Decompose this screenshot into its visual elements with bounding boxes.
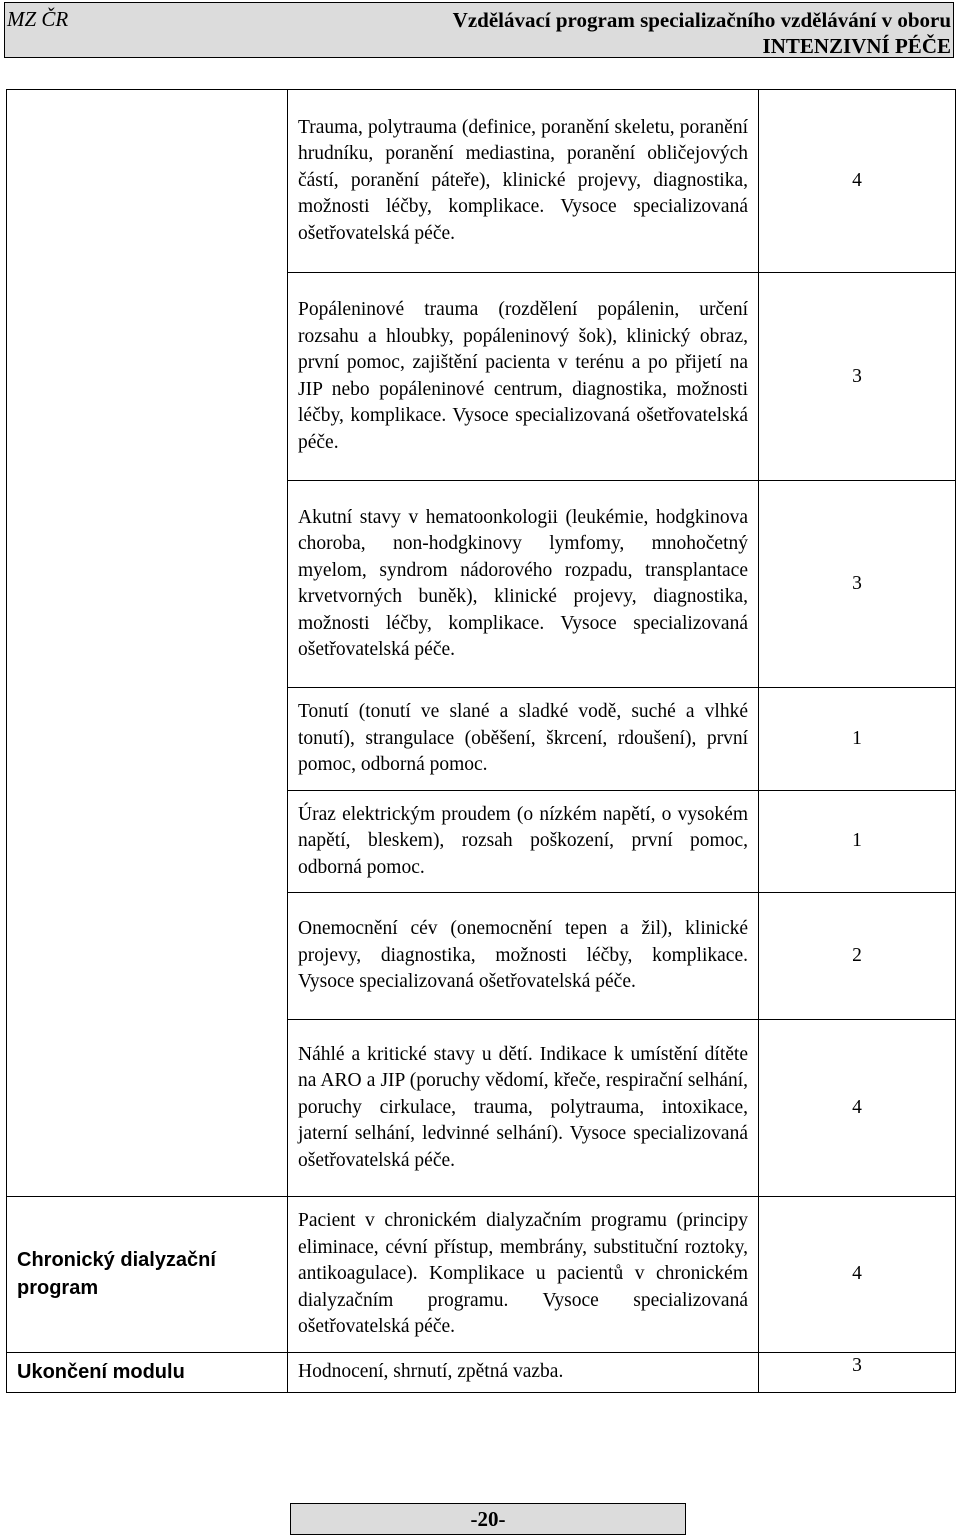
topic-cell: Akutní stavy v hematoonkologii (leukémie, hodgkinova choroba, non-hodgkinovy lymfomy, mnohočetný myelom, syndrom nádorového rozpadu, transplantace krvetvorných buněk), klinické projevy, diagnostika, možnosti léčby, komplikace. Vysoce specializovaná ošetřovatelská péče. (288, 481, 759, 688)
topic-cell: Tonutí (tonutí ve slané a sladké vodě, suché a vlhké tonutí), strangulace (oběšení, škrcení, rdoušení), první pomoc, odborná pomoc. (288, 688, 759, 791)
header-title-line2: INTENZIVNÍ PÉČE (762, 34, 951, 58)
section-cell: Ukončení modulu (7, 1352, 288, 1392)
topic-cell: Pacient v chronickém dialyzačním programu (principy eliminace, cévní přístup, membrány, substituční roztoky, antikoagulace). Komplikace u pacientů v chronickém dialyzačním programu. Vysoce specializovaná ošetřovatelská péče. (288, 1197, 759, 1353)
hours-cell: 4 (759, 90, 956, 273)
table-row (7, 1352, 956, 1392)
curriculum-table (6, 89, 956, 1393)
page-number: -20- (290, 1503, 686, 1535)
topic-cell: Onemocnění cév (onemocnění tepen a žil), klinické projevy, diagnostika, možnosti léčby, komplikace. Vysoce specializovaná ošetřovatelská péče. (288, 893, 759, 1020)
table-row (7, 90, 956, 273)
header-left: MZ ČR (7, 7, 69, 31)
topic-cell: Hodnocení, shrnutí, zpětná vazba. (288, 1352, 759, 1392)
topic-cell: Úraz elektrickým proudem (o nízkém napětí, o vysokém napětí, bleskem), rozsah poškození, první pomoc, odborná pomoc. (288, 790, 759, 893)
header-right (453, 7, 951, 59)
hours-cell: 2 (759, 893, 956, 1020)
hours-cell: 3 (759, 1352, 956, 1392)
section-cell (7, 90, 288, 1197)
topic-cell: Náhlé a kritické stavy u dětí. Indikace k umístění dítěte na ARO a JIP (poruchy vědomí, křeče, respirační selhání, poruchy cirkulace, trauma, polytrauma, intoxikace, jaterní selhání, ledvinné selhání). Vysoce specializovaná ošetřovatelská péče. (288, 1020, 759, 1197)
topic-cell: Popáleninové trauma (rozdělení popálenin, určení rozsahu a hloubky, popáleninový šok), klinický obraz, první pomoc, zajištění pacienta v terénu a po přijetí na JIP nebo popáleninové centrum, diagnostika, možnosti léčby, komplikace. Vysoce specializovaná ošetřovatelská péče. (288, 273, 759, 481)
section-cell: Chronický dialyzační program (7, 1197, 288, 1353)
hours-cell: 1 (759, 688, 956, 791)
hours-cell: 3 (759, 273, 956, 481)
hours-cell: 4 (759, 1020, 956, 1197)
hours-cell: 4 (759, 1197, 956, 1353)
hours-cell: 3 (759, 481, 956, 688)
page-header (4, 2, 954, 58)
topic-cell: Trauma, polytrauma (definice, poranění skeletu, poranění hrudníku, poranění mediastina, poranění obličejových částí, poranění páteře), klinické projevy, diagnostika, možnosti léčby, komplikace. Vysoce specializovaná ošetřovatelská péče. (288, 90, 759, 273)
header-title-line1: Vzdělávací program specializačního vzdělávání v oboru (452, 8, 951, 32)
hours-cell: 1 (759, 790, 956, 893)
table-row (7, 1197, 956, 1353)
